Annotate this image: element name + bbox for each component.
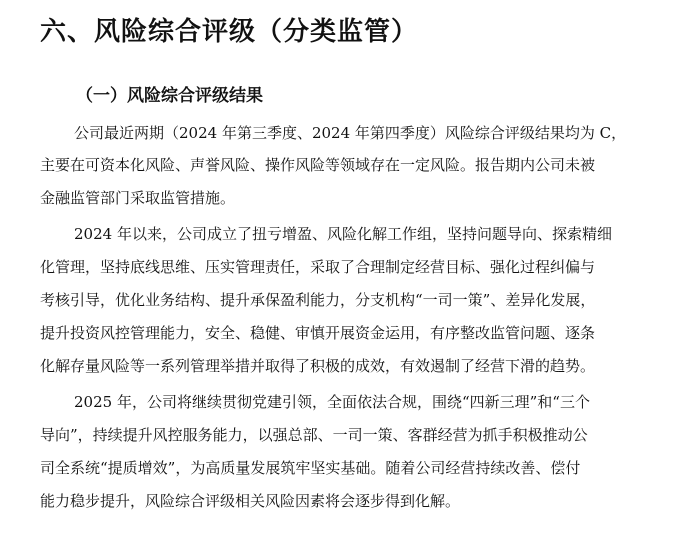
paragraph-line: 化管理，坚持底线思维、压实管理责任，采取了合理制定经营目标、强化过程纠偏与 (40, 258, 596, 276)
paragraph-line: 提升投资风控管理能力，安全、稳健、审慎开展资金运用，有序整改监管问题、逐条 (40, 324, 596, 342)
section-heading: 六、风险综合评级（分类监管） (40, 17, 419, 47)
paragraph-line: 2025 年，公司将继续贯彻党建引领，全面依法合规，围绕“四新三理”和“三个 (74, 393, 590, 411)
paragraph-line: 考核引导，优化业务结构、提升承保盈利能力，分支机构“一司一策”、差异化发展， (40, 291, 596, 309)
subsection-heading: （一）风险综合评级结果 (76, 86, 263, 106)
paragraph-line: 司全系统“提质增效”，为高质量发展筑牢坚实基础。随着公司经营持续改善、偿付 (40, 459, 581, 477)
paragraph-line: 化解存量风险等一系列管理举措并取得了积极的成效，有效遏制了经营下滑的趋势。 (40, 357, 596, 375)
paragraph-line: 金融监管部门采取监管措施。 (40, 189, 236, 207)
paragraph-line: 公司最近两期（2024 年第三季度、2024 年第四季度）风险综合评级结果均为 C， (74, 124, 627, 142)
paragraph-line: 导向”，持续提升风控服务能力，以强总部、一司一策、客群经营为抓手积极推动公 (40, 426, 588, 444)
paragraph-line: 主要在可资本化风险、声誉风险、操作风险等领域存在一定风险。报告期内公司未被 (40, 156, 596, 174)
paragraph-line: 2024 年以来，公司成立了扭亏增盈、风险化解工作组，坚持问题导向、探索精细 (74, 225, 612, 243)
paragraph-line: 能力稳步提升，风险综合评级相关风险因素将会逐步得到化解。 (40, 492, 461, 510)
